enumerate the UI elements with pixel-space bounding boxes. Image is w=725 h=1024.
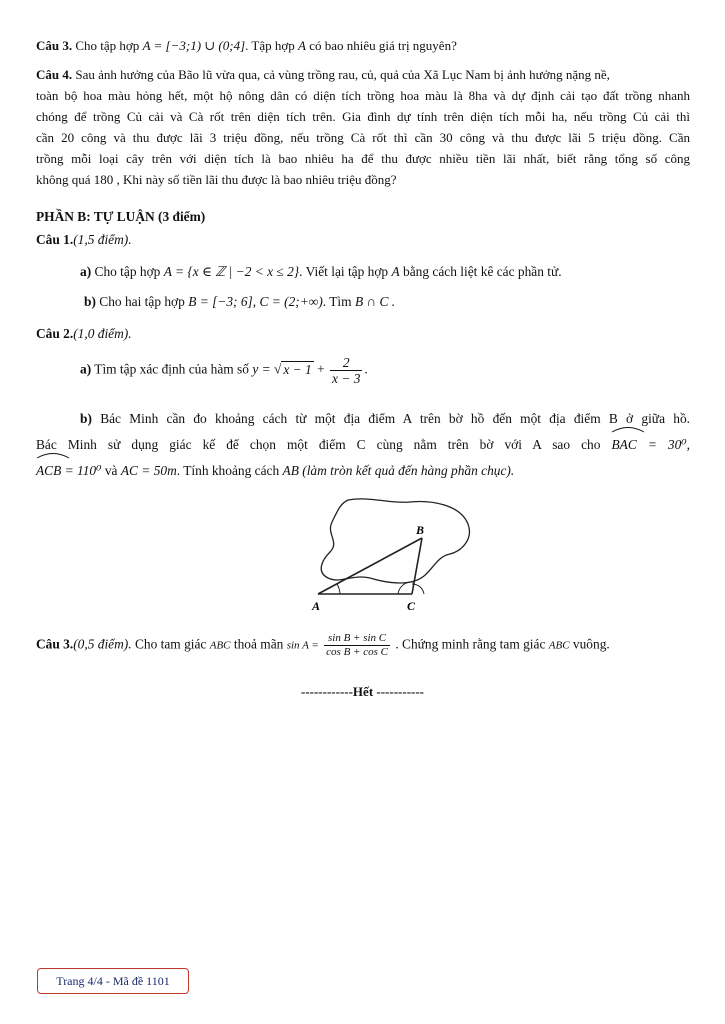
question-3-label: Câu 3. bbox=[36, 38, 73, 53]
essay-question-3: Câu 3.(0,5 điểm). Cho tam giác ABC thoả mãn sin A = $\frac{\text{sin B + sin C}}{\text{cos B + cos C}}$ . Chứng minh rằng tam giác ABC vuông. bbox=[36, 632, 610, 658]
lake-outline bbox=[321, 499, 469, 583]
essay-question-1b: b) Cho hai tập hợp B = [−3; 6], C = (2;+∞). Tìm B ∩ C . bbox=[84, 294, 396, 309]
part-b-title: PHẦN B: TỰ LUẬN (3 điểm) bbox=[36, 209, 206, 224]
fraction: $\frac{\text{sin B + sin C}}{\text{cos B + cos C}}$ bbox=[326, 632, 388, 658]
essay-question-1: Câu 1.(1,5 điểm). bbox=[36, 232, 132, 247]
angle-acb: ACB bbox=[36, 458, 61, 484]
page-footer: Trang 4/4 - Mã đề 1101 bbox=[37, 968, 189, 994]
fraction: $\frac{2}{x - 3}$ bbox=[332, 355, 361, 386]
essay-question-2: Câu 2.(1,0 điểm). bbox=[36, 326, 132, 341]
set-expression: A = [−3;1) ∪ (0;4] bbox=[142, 38, 246, 53]
essay-question-2a: a) Tìm tập xác định của hàm số y = √ x − 1 + $\frac{2}{x - 3}$ . bbox=[80, 355, 368, 386]
essay-question-2b: b) Bác Minh cần đo khoảng cách từ một địa điểm A trên bờ hồ đến một địa điểm B ở giữa hồ. Bác Minh sử dụng giác kế để chọn một điểm C cùng nằm trên bờ với A sao cho BAC = 30⁰, ACB = 110⁰ và AC = 50m. Tính khoảng cách AB (làm tròn kết quả đến hàng phần chục). bbox=[36, 406, 690, 484]
point-a-label: A bbox=[312, 599, 321, 613]
point-c-label: C bbox=[407, 599, 416, 613]
essay-question-1a: a) Cho tập hợp A = {x ∈ ℤ | −2 < x ≤ 2}. Viết lại tập hợp A bằng cách liệt kê các phần tử. bbox=[80, 264, 562, 279]
question-3: Câu 3. Cho tập hợp A = [−3;1) ∪ (0;4]. Tập hợp A có bao nhiêu giá trị nguyên? bbox=[36, 38, 457, 53]
angle-mark-c bbox=[398, 582, 424, 594]
lake-diagram bbox=[300, 494, 480, 618]
point-b-label: B bbox=[416, 523, 425, 537]
question-4: Câu 4. Sau ảnh hưởng của Bão lũ vừa qua, cả vùng trồng rau, củ, quả của Xã Lục Nam bị ảnh hưởng nặng nề, toàn bộ hoa màu hỏng hết, một hộ nông dân có diện tích trồng hoa màu là 8ha và dự định cải tạo đất trồng nhanh chóng để trồng Củ cải và Cà rốt trên diện tích trên. Gia đình dự tính trên diện tích mỗi ha, nếu trồng Củ cải thì cần 20 công và thu được lãi 3 triệu đồng, nếu trồng Cà rốt thì cần 30 công và thu được lãi 5 triệu đồng. Cần trồng mỗi loại cây trên với diện tích là bao nhiêu ha để thu được nhiều tiền lãi nhất, biết rằng tổng số công không quá 180 , Khi này số tiền lãi thu được là bao nhiêu triệu đồng? bbox=[36, 67, 690, 187]
angle-bac: BAC bbox=[611, 432, 636, 458]
question-4-label: Câu 4. bbox=[36, 67, 73, 82]
angle-mark-a bbox=[337, 584, 340, 594]
end-mark: ------------Hết ----------- bbox=[300, 684, 425, 699]
segment-bc bbox=[412, 538, 422, 594]
